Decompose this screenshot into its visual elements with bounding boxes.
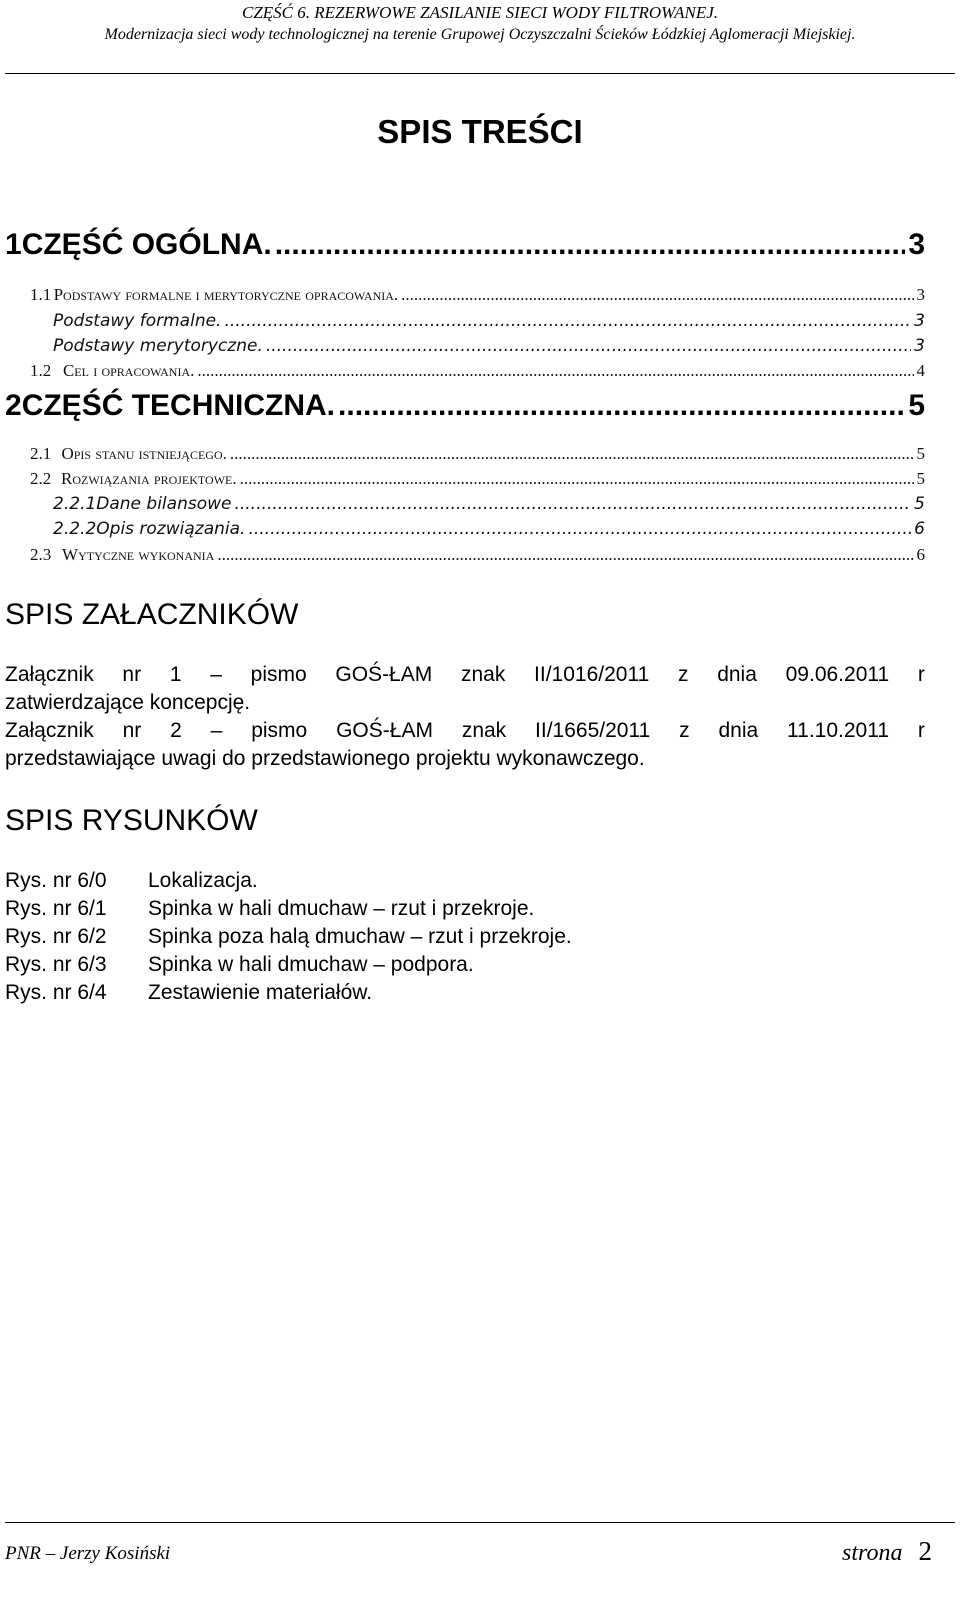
toc-entry-number: 2.2.2 — [53, 519, 97, 539]
drawing-code: Rys. nr 6/4 — [5, 981, 107, 1004]
toc-entry[interactable] — [53, 336, 925, 356]
drawing-entry — [5, 923, 572, 951]
word: II/1665/2011 — [535, 719, 651, 742]
toc-dot-leader — [224, 311, 911, 331]
drawings-heading: SPIS RYSUNKÓW — [5, 804, 258, 837]
toc-entry-page: 3 — [914, 336, 925, 356]
drawing-code: Rys. nr 6/3 — [5, 953, 107, 976]
word: pismo — [251, 719, 308, 742]
word: 2 — [170, 719, 182, 742]
word: Załącznik — [5, 719, 94, 742]
drawing-code: Rys. nr 6/0 — [5, 869, 107, 892]
word: GOŚ-ŁAM — [336, 719, 433, 742]
word: 11.10.2011 — [787, 719, 890, 742]
word: – — [210, 663, 222, 686]
toc-dot-leader — [197, 361, 913, 381]
toc-entry-text: Rozwiązania projektowe. — [61, 469, 237, 488]
toc-dot-leader — [401, 285, 913, 305]
drawing-code: Rys. nr 6/2 — [5, 925, 107, 948]
footer-page-number: 2 — [918, 1536, 932, 1566]
toc-entry-text: CZĘŚĆ TECHNICZNA. — [21, 389, 336, 422]
drawing-title: Lokalizacja. — [148, 869, 258, 892]
toc-entry[interactable] — [53, 494, 925, 514]
toc-dot-leader — [234, 494, 911, 514]
toc-dot-leader — [240, 469, 914, 489]
toc-entry-number: 1.1 — [30, 285, 52, 304]
drawing-entry — [5, 867, 258, 895]
drawing-title: Zestawienie materiałów. — [148, 981, 373, 1004]
word: r — [917, 719, 925, 742]
toc-entry-text: Podstawy formalne. — [53, 311, 222, 331]
toc-entry-number: 2.2.1 — [53, 494, 97, 514]
toc-entry-page: 5 — [914, 494, 925, 514]
header-project-title: Modernizacja sieci wody technologicznej na terenie Grupowej Oczyszczalni Ścieków Łódzkiej Aglomeracji Miejskiej. — [104, 26, 856, 43]
drawing-entry — [5, 895, 534, 923]
toc-entry-page: 5 — [916, 469, 925, 488]
toc-entry-page: 4 — [916, 361, 925, 380]
word: nr — [122, 719, 142, 742]
attachment-2-line2: przedstawiające uwagi do przedstawionego projektu wykonawczego. — [5, 747, 645, 770]
word: pismo — [250, 663, 307, 686]
drawing-title: Spinka poza halą dmuchaw – rzut i przekroje. — [148, 925, 572, 948]
toc-entry-text: Podstawy merytoryczne. — [53, 336, 263, 356]
header-part-title: CZĘŚĆ 6. REZERWOWE ZASILANIE SIECI WODY FILTROWANEJ. — [241, 3, 719, 22]
toc-entry-text: Opis stanu istniejącego. — [61, 444, 227, 463]
toc-entry-number: 1.2 — [30, 361, 52, 380]
toc-entry-number: 2 — [5, 389, 22, 422]
toc-entry-number: 2.2 — [30, 469, 52, 488]
word: r — [917, 663, 925, 686]
word: 09.06.2011 — [785, 663, 890, 686]
toc-entry[interactable] — [53, 519, 925, 539]
toc-entry-text: Dane bilansowe — [96, 494, 232, 514]
toc-dot-leader — [338, 389, 905, 423]
word: 1 — [169, 663, 182, 686]
drawing-entry — [5, 951, 474, 979]
toc-entry-number: 1 — [5, 228, 22, 261]
toc-entry-text: CZĘŚĆ OGÓLNA. — [21, 228, 272, 261]
toc-entry-page: 3 — [916, 285, 925, 304]
toc-dot-leader — [217, 545, 913, 565]
toc-entry-page: 3 — [914, 311, 925, 331]
attachment-1-line1 — [5, 661, 925, 689]
word: dnia — [718, 719, 759, 742]
footer-page — [842, 1536, 932, 1567]
toc-entry[interactable] — [5, 389, 925, 423]
word: GOŚ-ŁAM — [335, 663, 433, 686]
drawing-title: Spinka w hali dmuchaw – podpora. — [148, 953, 474, 976]
toc-entry-page: 5 — [908, 389, 925, 422]
word: II/1016/2011 — [534, 663, 650, 686]
toc-dot-leader — [275, 228, 906, 262]
toc-entry-text: Cel i opracowania. — [62, 361, 195, 380]
toc-title: SPIS TREŚCI — [377, 113, 583, 150]
toc-entry-page: 6 — [916, 545, 925, 564]
drawing-entry — [5, 979, 372, 1007]
toc-entry-number: 2.3 — [30, 545, 52, 564]
toc-entry[interactable] — [5, 228, 925, 262]
toc-entry-page: 6 — [914, 519, 925, 539]
toc-entry[interactable] — [53, 311, 925, 331]
word: dnia — [717, 663, 757, 686]
toc-entry-page: 3 — [908, 228, 925, 261]
word: Załącznik — [5, 663, 94, 686]
drawing-title: Spinka w hali dmuchaw – rzut i przekroje. — [148, 897, 535, 920]
attachment-2-line1 — [5, 717, 925, 745]
toc-dot-leader — [266, 336, 911, 356]
toc-entry[interactable] — [30, 469, 925, 489]
header-divider — [5, 73, 955, 74]
toc-entry-text: Wytyczne wykonania — [62, 545, 215, 564]
word: znak — [461, 719, 507, 742]
attachment-1-line2: zatwierdzające koncepcję. — [5, 691, 251, 714]
toc-entry-text: Opis rozwiązania. — [96, 519, 246, 539]
toc-entry[interactable] — [30, 545, 925, 565]
toc-entry[interactable] — [30, 285, 925, 305]
toc-dot-leader — [230, 444, 914, 464]
toc-dot-leader — [248, 519, 911, 539]
word: znak — [460, 663, 506, 686]
drawing-code: Rys. nr 6/1 — [5, 897, 107, 920]
word: z — [677, 663, 689, 686]
footer-author: PNR – Jerzy Kosiński — [5, 1543, 171, 1564]
toc-entry-page: 5 — [916, 444, 925, 463]
word: z — [679, 719, 690, 742]
toc-entry[interactable] — [30, 444, 925, 464]
toc-entry-text: Podstawy formalne i merytoryczne opracowania. — [53, 285, 399, 304]
attachments-heading: SPIS ZAŁACZNIKÓW — [5, 598, 299, 631]
word: – — [210, 719, 223, 742]
toc-entry[interactable] — [30, 361, 925, 381]
word: nr — [122, 663, 142, 686]
footer-divider — [5, 1522, 955, 1523]
footer-page-label: strona — [842, 1540, 903, 1566]
toc-entry-number: 2.1 — [30, 444, 52, 463]
